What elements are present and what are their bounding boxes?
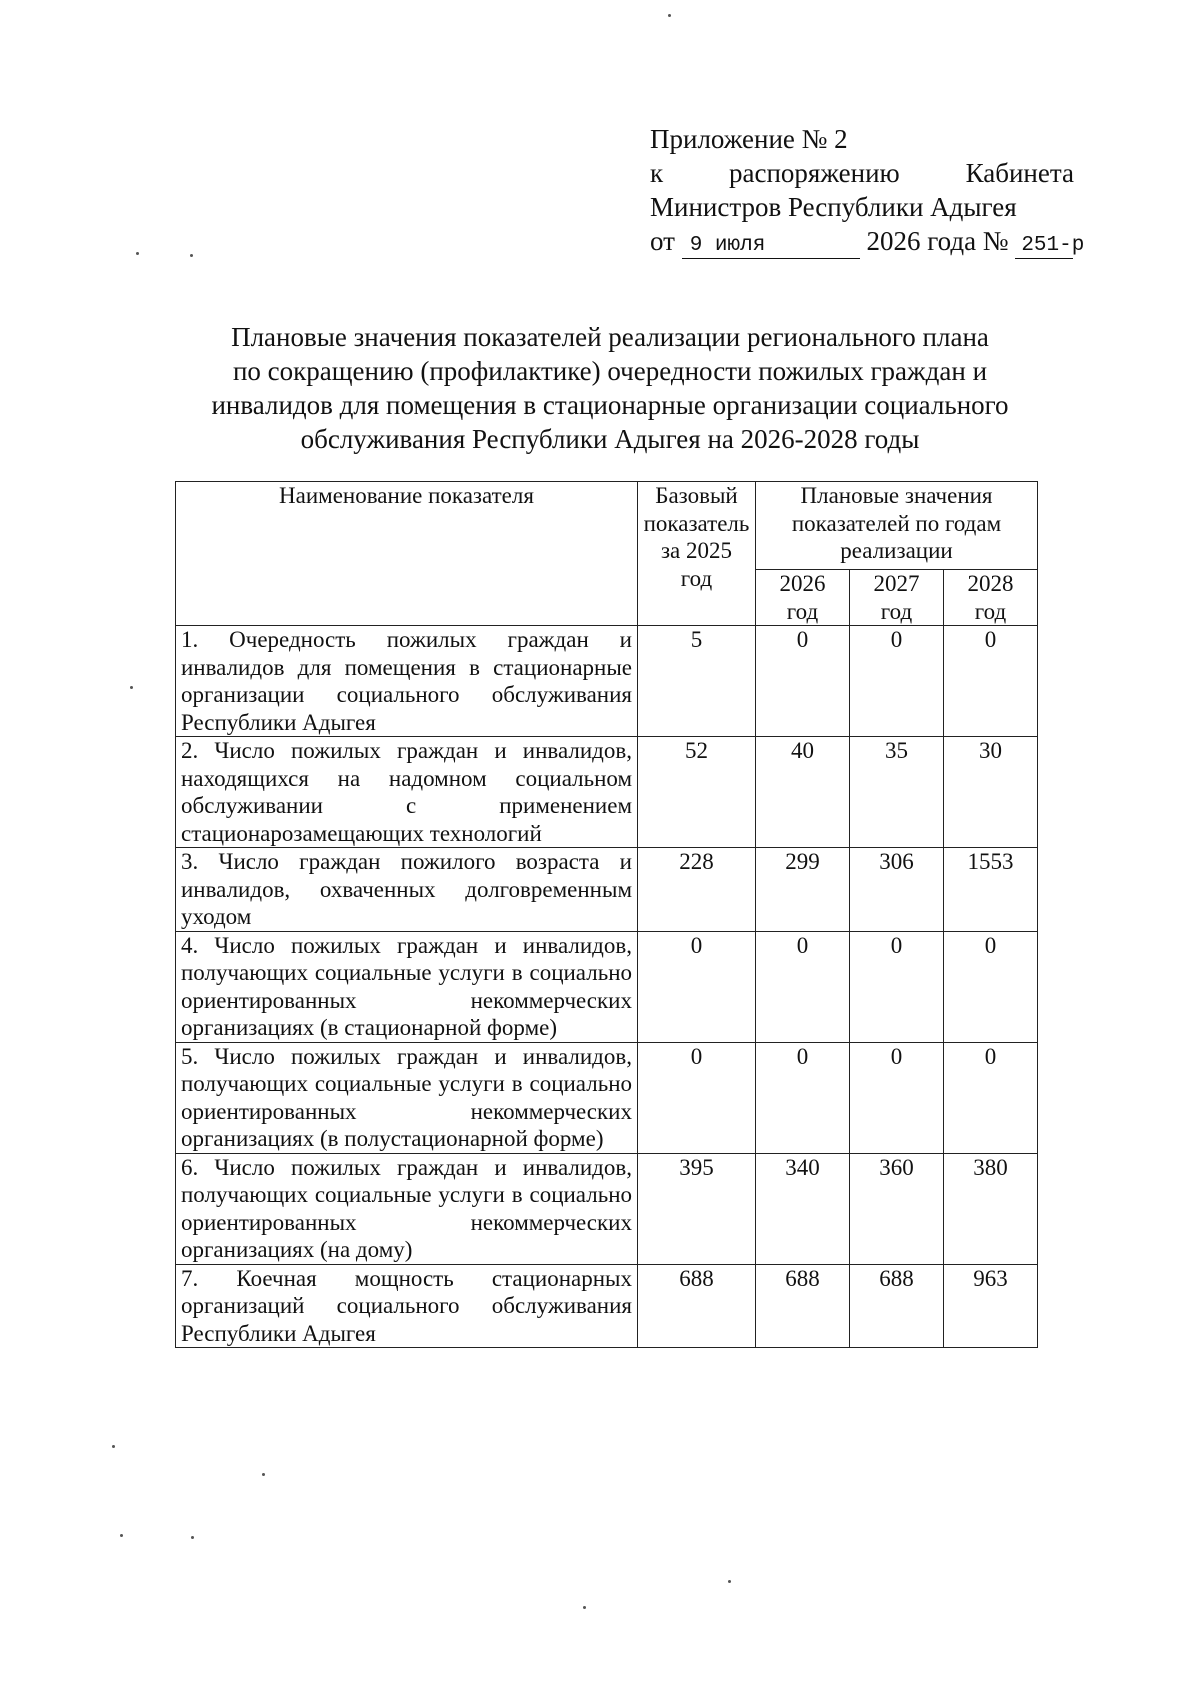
value-2026: 40	[756, 737, 850, 848]
appendix-word: распоряжению	[729, 158, 900, 188]
header-base-value: Базовый показатель за 2025 год	[638, 482, 756, 626]
indicator-name: 7. Коечная мощность стационарных организаций социального обслуживания Республики Адыгея	[176, 1264, 638, 1348]
header-year-2028: 2028 год	[944, 570, 1038, 626]
value-2027: 0	[850, 931, 944, 1042]
appendix-order-line	[650, 156, 1074, 190]
scan-speck	[668, 14, 671, 17]
scan-speck	[136, 252, 139, 255]
appendix-date-line	[650, 224, 1085, 259]
table-row	[176, 848, 1038, 932]
value-2026: 0	[756, 931, 850, 1042]
title-line: обслуживания Республики Адыгея на 2026-2028 годы	[300, 424, 920, 454]
indicator-name: 5. Число пожилых граждан и инвалидов, получающих социальные услуги в социально ориентированных некоммерческих организациях (в полустационарной форме)	[176, 1042, 638, 1153]
table-row	[176, 1042, 1038, 1153]
date-middle: 2026 года №	[866, 226, 1009, 256]
header-year-2027: 2027 год	[850, 570, 944, 626]
scan-speck	[191, 1536, 194, 1539]
appendix-number: Приложение № 2	[650, 124, 848, 154]
title-line: по сокращению (профилактике) очередности пожилых граждан и	[232, 356, 988, 386]
indicator-name: 6. Число пожилых граждан и инвалидов, получающих социальные услуги в социально ориентированных некоммерческих организациях (на дому)	[176, 1153, 638, 1264]
title-line: инвалидов для помещения в стационарные организации социального	[211, 390, 1009, 420]
value-2027: 688	[850, 1264, 944, 1348]
value-2026: 0	[756, 626, 850, 737]
value-2026: 688	[756, 1264, 850, 1348]
value-2028: 963	[944, 1264, 1038, 1348]
value-2028: 0	[944, 931, 1038, 1042]
value-2027: 306	[850, 848, 944, 932]
indicator-name: 3. Число граждан пожилого возраста и инвалидов, охваченных долговременным уходом	[176, 848, 638, 932]
value-2028: 0	[944, 626, 1038, 737]
appendix-word: Кабинета	[965, 158, 1074, 188]
table-row	[176, 626, 1038, 737]
base-value: 0	[638, 1042, 756, 1153]
table-row	[176, 1153, 1038, 1264]
value-2028: 30	[944, 737, 1038, 848]
appendix-word: к	[650, 158, 664, 188]
title-line: Плановые значения показателей реализации регионального плана	[231, 322, 989, 352]
table-row	[176, 737, 1038, 848]
indicator-name: 1. Очередность пожилых граждан и инвалидов для помещения в стационарные организации социального обслуживания Республики Адыгея	[176, 626, 638, 737]
base-value: 5	[638, 626, 756, 737]
date-prefix: от	[650, 226, 675, 256]
value-2027: 35	[850, 737, 944, 848]
scan-speck	[728, 1580, 731, 1583]
scan-speck	[262, 1473, 265, 1476]
base-value: 228	[638, 848, 756, 932]
value-2028: 0	[944, 1042, 1038, 1153]
document-title	[180, 320, 1040, 456]
base-value: 52	[638, 737, 756, 848]
indicators-table	[175, 481, 1038, 1348]
value-2026: 0	[756, 1042, 850, 1153]
value-2027: 0	[850, 626, 944, 737]
scan-speck	[583, 1606, 586, 1609]
value-2027: 0	[850, 1042, 944, 1153]
value-2027: 360	[850, 1153, 944, 1264]
value-2026: 340	[756, 1153, 850, 1264]
table-row	[176, 1264, 1038, 1348]
header-planned-values: Плановые значения показателей по годам реализации	[756, 482, 1038, 570]
value-2028: 1553	[944, 848, 1038, 932]
table-row	[176, 931, 1038, 1042]
scan-speck	[130, 686, 133, 689]
appendix-header	[650, 122, 1085, 259]
order-number: 251-р	[1015, 234, 1073, 259]
appendix-issuer: Министров Республики Адыгея	[650, 192, 1017, 222]
header-year-2026: 2026 год	[756, 570, 850, 626]
base-value: 395	[638, 1153, 756, 1264]
scan-speck	[190, 254, 193, 257]
indicator-name: 4. Число пожилых граждан и инвалидов, получающих социальные услуги в социально ориентированных некоммерческих организациях (в стационарной форме)	[176, 931, 638, 1042]
base-value: 0	[638, 931, 756, 1042]
value-2026: 299	[756, 848, 850, 932]
indicator-name: 2. Число пожилых граждан и инвалидов, находящихся на надомном социальном обслуживании с применением стационарозамещающих технологий	[176, 737, 638, 848]
value-2028: 380	[944, 1153, 1038, 1264]
header-indicator-name: Наименование показателя	[176, 482, 638, 626]
scan-speck	[112, 1445, 115, 1448]
base-value: 688	[638, 1264, 756, 1348]
date-value: 9 июля	[682, 234, 860, 259]
scan-speck	[120, 1534, 123, 1537]
